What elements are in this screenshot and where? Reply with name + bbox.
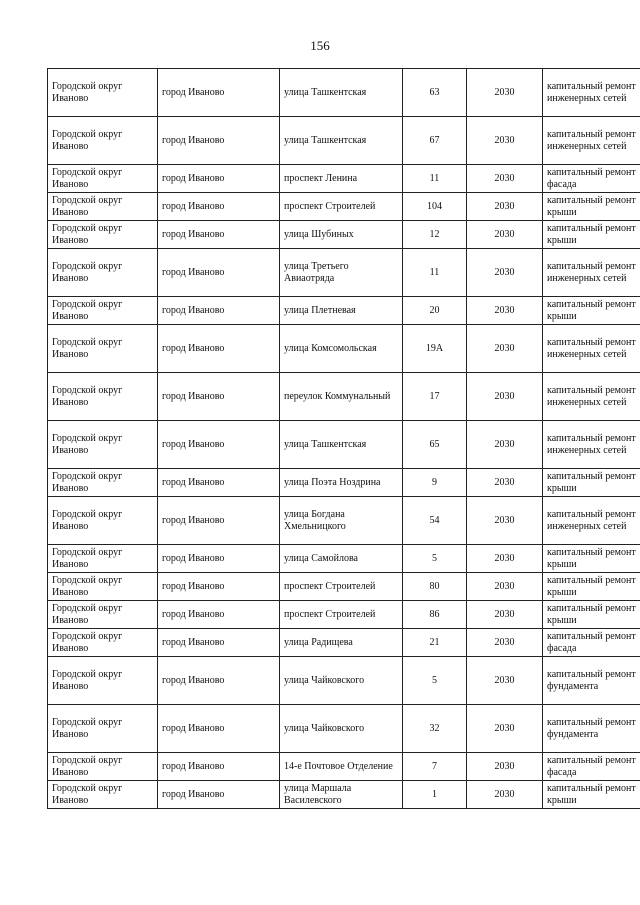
city-cell: город Иваново — [158, 657, 280, 705]
house-number-cell: 1 — [403, 781, 467, 809]
year-cell: 2030 — [467, 705, 543, 753]
year-cell: 2030 — [467, 629, 543, 657]
municipality-cell: Городской округ Иваново — [48, 497, 158, 545]
street-cell: улица Самойлова — [280, 545, 403, 573]
city-cell: город Иваново — [158, 469, 280, 497]
city-cell: город Иваново — [158, 497, 280, 545]
municipality-cell: Городской округ Иваново — [48, 601, 158, 629]
municipality-cell: Городской округ Иваново — [48, 705, 158, 753]
year-cell: 2030 — [467, 325, 543, 373]
city-cell: город Иваново — [158, 545, 280, 573]
street-cell: 14-е Почтовое Отделение — [280, 753, 403, 781]
work-type-cell: капитальный ремонт фундамента — [543, 657, 640, 705]
year-cell: 2030 — [467, 421, 543, 469]
house-number-cell: 54 — [403, 497, 467, 545]
municipality-cell: Городской округ Иваново — [48, 221, 158, 249]
street-cell: проспект Строителей — [280, 573, 403, 601]
year-cell: 2030 — [467, 601, 543, 629]
street-cell: улица Чайковского — [280, 657, 403, 705]
city-cell: город Иваново — [158, 781, 280, 809]
year-cell: 2030 — [467, 469, 543, 497]
street-cell: улица Богдана Хмельницкого — [280, 497, 403, 545]
municipality-cell: Городской округ Иваново — [48, 753, 158, 781]
table-row — [48, 165, 640, 193]
city-cell: город Иваново — [158, 421, 280, 469]
street-cell: улица Поэта Ноздрина — [280, 469, 403, 497]
house-number-cell: 19А — [403, 325, 467, 373]
work-type-cell: капитальный ремонт инженерных сетей — [543, 69, 640, 117]
municipality-cell: Городской округ Иваново — [48, 325, 158, 373]
house-number-cell: 21 — [403, 629, 467, 657]
table-row — [48, 297, 640, 325]
street-cell: переулок Коммунальный — [280, 373, 403, 421]
house-number-cell: 5 — [403, 545, 467, 573]
table-row — [48, 249, 640, 297]
work-type-cell: капитальный ремонт инженерных сетей — [543, 373, 640, 421]
table-row — [48, 221, 640, 249]
work-type-cell: капитальный ремонт крыши — [543, 221, 640, 249]
house-number-cell: 9 — [403, 469, 467, 497]
table-row — [48, 421, 640, 469]
street-cell: улица Радищева — [280, 629, 403, 657]
year-cell: 2030 — [467, 117, 543, 165]
year-cell: 2030 — [467, 781, 543, 809]
table-row — [48, 69, 640, 117]
municipality-cell: Городской округ Иваново — [48, 781, 158, 809]
city-cell: город Иваново — [158, 705, 280, 753]
street-cell: улица Комсомольская — [280, 325, 403, 373]
table-row — [48, 753, 640, 781]
street-cell: проспект Строителей — [280, 193, 403, 221]
street-cell: улица Маршала Василевского — [280, 781, 403, 809]
work-type-cell: капитальный ремонт инженерных сетей — [543, 497, 640, 545]
page-number: 156 — [310, 38, 330, 53]
table-row — [48, 657, 640, 705]
street-cell: проспект Строителей — [280, 601, 403, 629]
house-number-cell: 104 — [403, 193, 467, 221]
house-number-cell: 11 — [403, 165, 467, 193]
house-number-cell: 17 — [403, 373, 467, 421]
house-number-cell: 11 — [403, 249, 467, 297]
street-cell: улица Ташкентская — [280, 421, 403, 469]
city-cell: город Иваново — [158, 193, 280, 221]
street-cell: улица Чайковского — [280, 705, 403, 753]
municipality-cell: Городской округ Иваново — [48, 297, 158, 325]
year-cell: 2030 — [467, 297, 543, 325]
city-cell: город Иваново — [158, 221, 280, 249]
year-cell: 2030 — [467, 657, 543, 705]
city-cell: город Иваново — [158, 753, 280, 781]
city-cell: город Иваново — [158, 373, 280, 421]
work-type-cell: капитальный ремонт инженерных сетей — [543, 117, 640, 165]
year-cell: 2030 — [467, 545, 543, 573]
house-number-cell: 63 — [403, 69, 467, 117]
street-cell: проспект Ленина — [280, 165, 403, 193]
year-cell: 2030 — [467, 221, 543, 249]
table-row — [48, 193, 640, 221]
municipality-cell: Городской округ Иваново — [48, 69, 158, 117]
house-number-cell: 12 — [403, 221, 467, 249]
municipality-cell: Городской округ Иваново — [48, 421, 158, 469]
city-cell: город Иваново — [158, 297, 280, 325]
table-row — [48, 325, 640, 373]
city-cell: город Иваново — [158, 249, 280, 297]
work-type-cell: капитальный ремонт крыши — [543, 469, 640, 497]
house-number-cell: 67 — [403, 117, 467, 165]
municipality-cell: Городской округ Иваново — [48, 373, 158, 421]
house-number-cell: 86 — [403, 601, 467, 629]
city-cell: город Иваново — [158, 165, 280, 193]
work-type-cell: капитальный ремонт фасада — [543, 629, 640, 657]
work-type-cell: капитальный ремонт крыши — [543, 545, 640, 573]
work-type-cell: капитальный ремонт инженерных сетей — [543, 421, 640, 469]
work-type-cell: капитальный ремонт инженерных сетей — [543, 249, 640, 297]
house-number-cell: 7 — [403, 753, 467, 781]
table-row — [48, 469, 640, 497]
year-cell: 2030 — [467, 69, 543, 117]
year-cell: 2030 — [467, 573, 543, 601]
work-type-cell: капитальный ремонт крыши — [543, 193, 640, 221]
work-type-cell: капитальный ремонт крыши — [543, 601, 640, 629]
year-cell: 2030 — [467, 373, 543, 421]
work-type-cell: капитальный ремонт фасада — [543, 753, 640, 781]
work-type-cell: капитальный ремонт фасада — [543, 165, 640, 193]
table-row — [48, 781, 640, 809]
municipality-cell: Городской округ Иваново — [48, 165, 158, 193]
table-row — [48, 545, 640, 573]
house-number-cell: 5 — [403, 657, 467, 705]
street-cell: улица Третьего Авиаотряда — [280, 249, 403, 297]
city-cell: город Иваново — [158, 69, 280, 117]
repair-schedule-table — [47, 68, 640, 809]
municipality-cell: Городской округ Иваново — [48, 469, 158, 497]
house-number-cell: 20 — [403, 297, 467, 325]
municipality-cell: Городской округ Иваново — [48, 249, 158, 297]
work-type-cell: капитальный ремонт инженерных сетей — [543, 325, 640, 373]
city-cell: город Иваново — [158, 117, 280, 165]
table-row — [48, 497, 640, 545]
work-type-cell: капитальный ремонт крыши — [543, 573, 640, 601]
table-row — [48, 705, 640, 753]
street-cell: улица Ташкентская — [280, 69, 403, 117]
municipality-cell: Городской округ Иваново — [48, 117, 158, 165]
municipality-cell: Городской округ Иваново — [48, 657, 158, 705]
street-cell: улица Ташкентская — [280, 117, 403, 165]
city-cell: город Иваново — [158, 325, 280, 373]
city-cell: город Иваново — [158, 629, 280, 657]
year-cell: 2030 — [467, 249, 543, 297]
municipality-cell: Городской округ Иваново — [48, 545, 158, 573]
work-type-cell: капитальный ремонт крыши — [543, 781, 640, 809]
work-type-cell: капитальный ремонт крыши — [543, 297, 640, 325]
city-cell: город Иваново — [158, 601, 280, 629]
municipality-cell: Городской округ Иваново — [48, 573, 158, 601]
house-number-cell: 32 — [403, 705, 467, 753]
year-cell: 2030 — [467, 165, 543, 193]
table-row — [48, 373, 640, 421]
table-row — [48, 629, 640, 657]
table-row — [48, 601, 640, 629]
street-cell: улица Плетневая — [280, 297, 403, 325]
city-cell: город Иваново — [158, 573, 280, 601]
table-row — [48, 573, 640, 601]
municipality-cell: Городской округ Иваново — [48, 629, 158, 657]
house-number-cell: 80 — [403, 573, 467, 601]
table-body — [48, 69, 640, 809]
municipality-cell: Городской округ Иваново — [48, 193, 158, 221]
house-number-cell: 65 — [403, 421, 467, 469]
year-cell: 2030 — [467, 193, 543, 221]
work-type-cell: капитальный ремонт фундамента — [543, 705, 640, 753]
street-cell: улица Шубиных — [280, 221, 403, 249]
year-cell: 2030 — [467, 497, 543, 545]
year-cell: 2030 — [467, 753, 543, 781]
table-row — [48, 117, 640, 165]
